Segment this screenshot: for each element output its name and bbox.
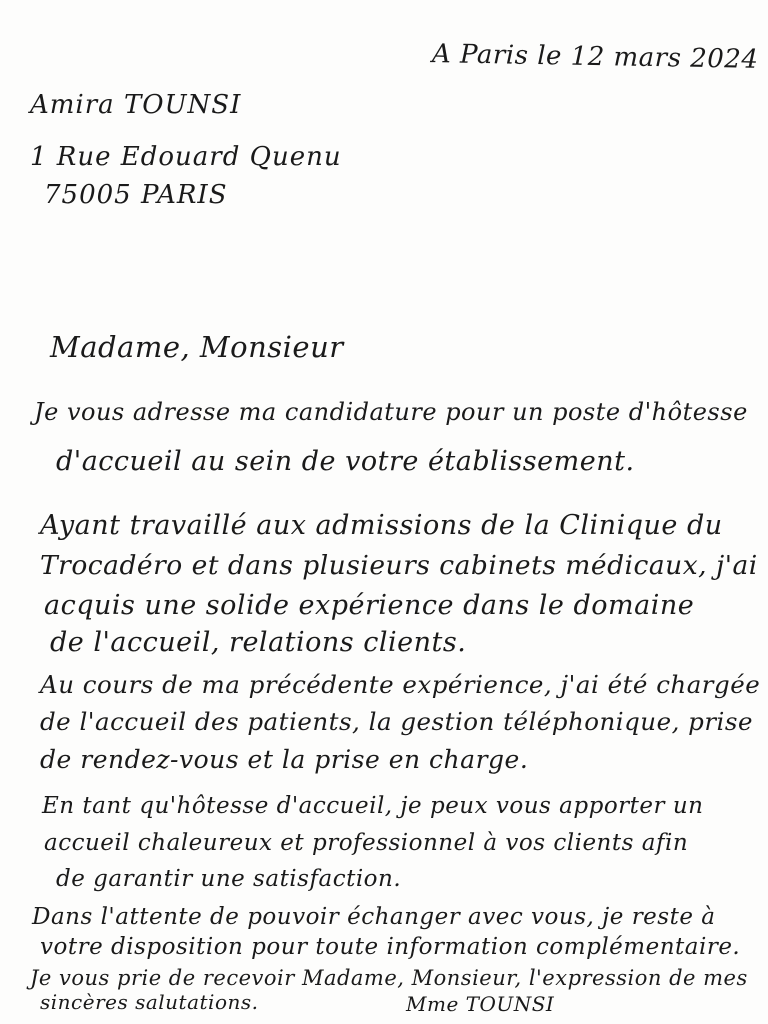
- body-line: de l'accueil des patients, la gestion téléphonique, prise: [40, 707, 753, 736]
- body-line: sincères salutations.: [40, 990, 259, 1014]
- body-line: de l'accueil, relations clients.: [50, 627, 467, 658]
- body-line: Dans l'attente de pouvoir échanger avec vous, je reste à: [32, 904, 716, 930]
- sender-city: 75005 PARIS: [44, 180, 228, 210]
- letter-salutation: Madame, Monsieur: [50, 330, 344, 364]
- letter-date: A Paris le 12 mars 2024: [431, 39, 759, 75]
- body-line: d'accueil au sein de votre établissement.: [56, 446, 635, 477]
- body-line: Je vous prie de recevoir Madame, Monsieur, l'expression de mes: [30, 966, 748, 990]
- body-line: Ayant travaillé aux admissions de la Clinique du: [40, 510, 723, 541]
- sender-street: 1 Rue Edouard Quenu: [30, 142, 342, 172]
- body-line: Au cours de ma précédente expérience, j'ai été chargée: [40, 670, 761, 699]
- body-line: En tant qu'hôtesse d'accueil, je peux vous apporter un: [42, 793, 704, 819]
- signature: Mme TOUNSI: [406, 992, 555, 1016]
- body-line: acquis une solide expérience dans le domaine: [44, 590, 695, 621]
- body-line: de garantir une satisfaction.: [56, 866, 402, 892]
- body-line: Trocadéro et dans plusieurs cabinets médicaux, j'ai: [40, 550, 758, 581]
- sender-name: Amira TOUNSI: [30, 90, 242, 120]
- body-line: Je vous adresse ma candidature pour un poste d'hôtesse: [34, 398, 748, 426]
- body-line: accueil chaleureux et professionnel à vos clients afin: [44, 830, 689, 856]
- body-line: votre disposition pour toute information complémentaire.: [40, 934, 741, 960]
- body-line: de rendez-vous et la prise en charge.: [40, 745, 529, 774]
